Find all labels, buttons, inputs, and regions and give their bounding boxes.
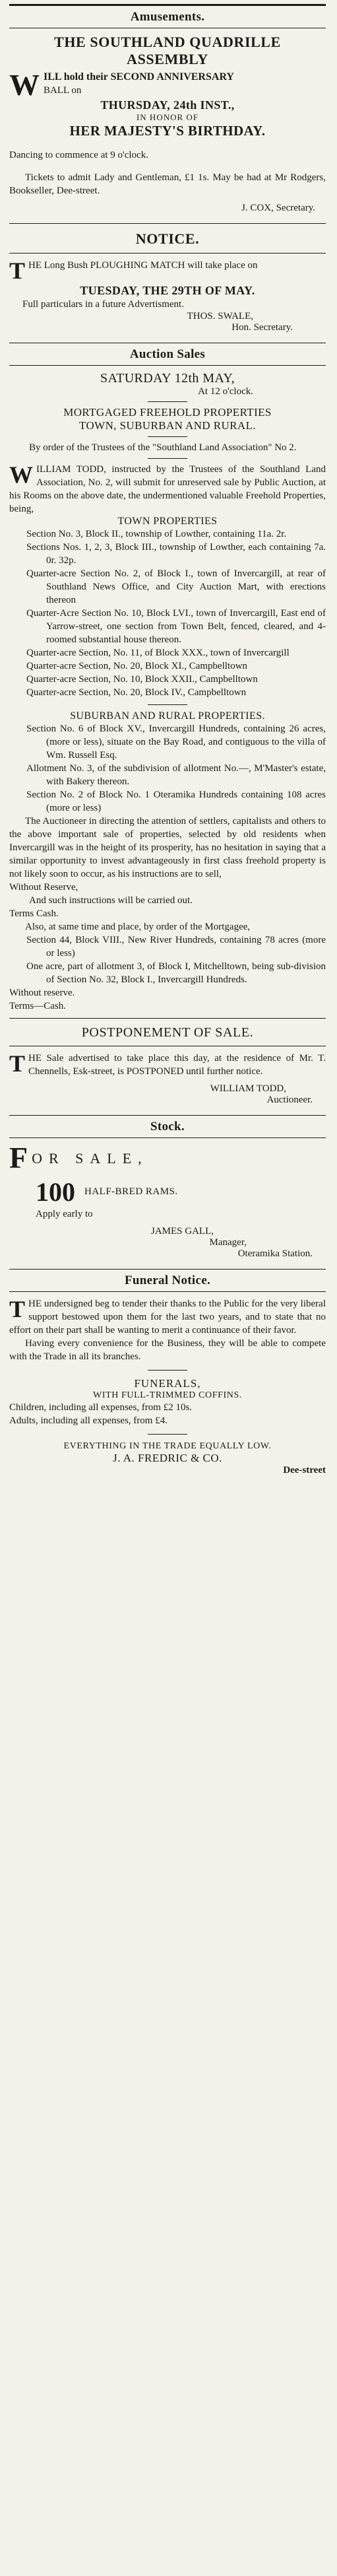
ad-text: BALL on (44, 85, 82, 96)
short-rule (148, 1370, 187, 1371)
instructions: And such instructions will be carried out. (29, 895, 193, 906)
funeral-body (9, 1297, 326, 1337)
drop-cap: T (9, 259, 26, 281)
list-item: Sections Nos. 1, 2, 3, Block III., township of Lowther, each containing 7a. 0r. 32p. (26, 542, 326, 566)
notice-date: TUESDAY, THE 29TH OF MAY. (80, 284, 255, 297)
short-rule (148, 401, 187, 402)
section-header-stock: Stock. (150, 1120, 185, 1134)
firm-name: J. A. FREDRIC & CO. (113, 1452, 222, 1464)
town-header: TOWN PROPERTIES (117, 516, 218, 527)
rural-list (9, 722, 326, 815)
auction-order: By order of the Trustees of the "Southland Land Association" No 2. (29, 442, 297, 453)
section-header-funeral: Funeral Notice. (124, 1273, 211, 1287)
auction-title-1: MORTGAGED FREEHOLD PROPERTIES (63, 406, 272, 419)
list-item: Section No. 3, Block II., township of Lowther, containing 11a. 2r. (26, 529, 287, 539)
postponement-header: POSTPONEMENT OF SALE. (81, 1025, 254, 1040)
notice-role: Hon. Secretary. (231, 322, 293, 333)
list-item: Quarter-acre Section, No. 11, of Block XXX., town of Invercargill (26, 648, 290, 658)
drop-cap: T (9, 1052, 26, 1077)
mortgagee-list (9, 933, 326, 986)
auction-intro-text: ILLIAM TODD, instructed by the Trustees of the Southland Land Association, No. 2, will submit for unreserved sale by Public Auction, at his Rooms on the above date, the undermentioned valuable Freehold Properties, being, (9, 464, 326, 514)
list-item: Allotment No. 3, of the subdivision of allotment No.—, M'Master's estate, with Bakery thereon. (26, 763, 326, 787)
list-item: Section No. 6 of Block XV., Invercargill Hundreds, containing 26 acres, (more or less), situate on the Bay Road, and contiguous to the villa of Wm. Russell Esq. (26, 724, 326, 761)
trade-line: EVERYTHING IN THE TRADE EQUALLY LOW. (63, 1441, 272, 1451)
list-item: Quarter-acre Section, No. 10, Block XXII., Campbelltown (26, 674, 258, 685)
list-item: Quarter-Acre Section No. 10, Block LVI., town of Invercargill, East end of Yarrow-street, one section from Town Belt, fenced, cleared, and 4-roomed substantial house thereon. (26, 608, 326, 645)
terms-2: Terms—Cash. (9, 1001, 67, 1011)
auction-title-2: TOWN, SUBURBAN AND RURAL. (78, 419, 256, 432)
stock-name: JAMES GALL, (150, 1226, 214, 1237)
short-rule (148, 1434, 187, 1435)
rams-label: HALF-BRED RAMS. (84, 1186, 178, 1197)
also-line: Also, at same time and place, by order of the Mortgagee, (25, 922, 251, 932)
notice-text-2: Full particulars in a future Advertisment. (22, 299, 184, 310)
notice-text: HE Long Bush PLOUGHING MATCH will take place on (28, 260, 258, 271)
drop-cap: W (9, 71, 40, 98)
honor-line: IN HONOR OF (136, 112, 199, 122)
drop-cap: W (9, 463, 33, 488)
birthday-line: HER MAJESTY'S BIRTHDAY. (69, 123, 266, 139)
auctioneer-note: The Auctioneer in directing the attention of settlers, capitalists and others to the above important sale of properties, selected by old residents when Invercargill was in the height of its prosperity, has no hesitation in saying that a similar opportunity to invest advantageously in first class freehold property is not likely soon to occur, as his instructions are to sell, (9, 816, 326, 879)
list-item: Section 44, Block VIII., New River Hundreds, containing 78 acres (more or less) (26, 935, 326, 959)
funerals-title: FUNERALS, (134, 1377, 201, 1390)
notice-body (9, 259, 326, 281)
ad-title: THE SOUTHLAND QUADRILLE ASSEMBLY (54, 34, 281, 67)
apply-line: Apply early to (36, 1209, 93, 1219)
coffins-line: WITH FULL-TRIMMED COFFINS. (93, 1390, 242, 1400)
stock-station: Oteramika Station. (237, 1248, 313, 1259)
list-item: Quarter-acre Section No. 2, of Block I., town of Invercargill, at rear of Southland News Office, and City Auction Mart, with erections thereon (26, 568, 326, 605)
ram-count: 100 (36, 1177, 75, 1207)
list-item: One acre, part of allotment 3, of Block I, Mitchelltown, being sub-division of Section No. 32, Block I., Invercargill Hundreds. (26, 961, 326, 985)
postponement-text: HE Sale advertised to take place this day, at the residence of Mr. T. Chennells, Esk-street, is POSTPONED until further notice. (28, 1053, 326, 1077)
signature: J. COX, Secretary. (241, 203, 315, 213)
auction-intro (9, 463, 326, 516)
event-date: THURSDAY, 24th INST., (100, 98, 235, 112)
short-rule (148, 704, 187, 705)
dancing-line: Dancing to commence at 9 o'clock. (9, 150, 148, 160)
for-sale-text: OR SALE, (32, 1150, 148, 1167)
postponement-name: WILLIAM TODD, (210, 1083, 286, 1094)
short-rule (148, 436, 187, 437)
section-header-auction: Auction Sales (129, 347, 206, 361)
adults-price: Adults, including all expenses, from £4. (9, 1415, 168, 1426)
town-list (9, 527, 326, 699)
list-item: Quarter-acre Section, No. 20, Block XI., Campbelltown (26, 661, 248, 671)
rural-header: SUBURBAN AND RURAL PROPERTIES. (70, 710, 265, 722)
without-reserve-2: Without reserve. (9, 988, 75, 998)
drop-cap: T (9, 1297, 26, 1322)
for-sale-line (9, 1143, 326, 1171)
drop-cap: F (9, 1143, 28, 1171)
list-item: Section No. 2 of Block No. 1 Oteramika Hundreds containing 108 acres (more or less) (26, 790, 326, 813)
newspaper-column (9, 0, 326, 1476)
funeral-text-2: Having every convenience for the Business, they will be able to compete with the Trade in all its branches. (9, 1338, 326, 1362)
tickets-line: Tickets to admit Lady and Gentleman, £1 1s. May be had at Mr Rodgers, Bookseller, Dee-street. (9, 172, 326, 196)
terms: Terms Cash. (9, 908, 59, 919)
auction-date: SATURDAY 12th MAY, (100, 371, 235, 386)
notice-name: THOS. SWALE, (187, 311, 253, 322)
firm-street: Dee-street (283, 1465, 326, 1475)
rams-line (9, 1176, 326, 1207)
auction-time: At 12 o'clock. (198, 386, 253, 397)
ad-body (9, 71, 326, 98)
postponement-body (9, 1052, 326, 1078)
list-item: Quarter-acre Section, No. 20, Block IV., Campbelltown (26, 687, 247, 698)
postponement-role: Auctioneer. (266, 1095, 313, 1105)
short-rule (148, 458, 187, 459)
funeral-text: HE undersigned beg to tender their thanks to the Public for the very liberal support bestowed upon them for the last two years, and to state that no effort on their part shall be wanting to merit a continuance of their favor. (9, 1299, 326, 1336)
section-header-notice: NOTICE. (135, 230, 200, 247)
stock-role: Manager, (209, 1237, 247, 1248)
section-header-amusements: Amusements. (130, 10, 205, 24)
ad-text: ILL hold their SECOND ANNIVERSARY (44, 71, 234, 83)
without-reserve: Without Reserve, (9, 882, 78, 893)
children-price: Children, including all expenses, from £2 10s. (9, 1402, 193, 1413)
